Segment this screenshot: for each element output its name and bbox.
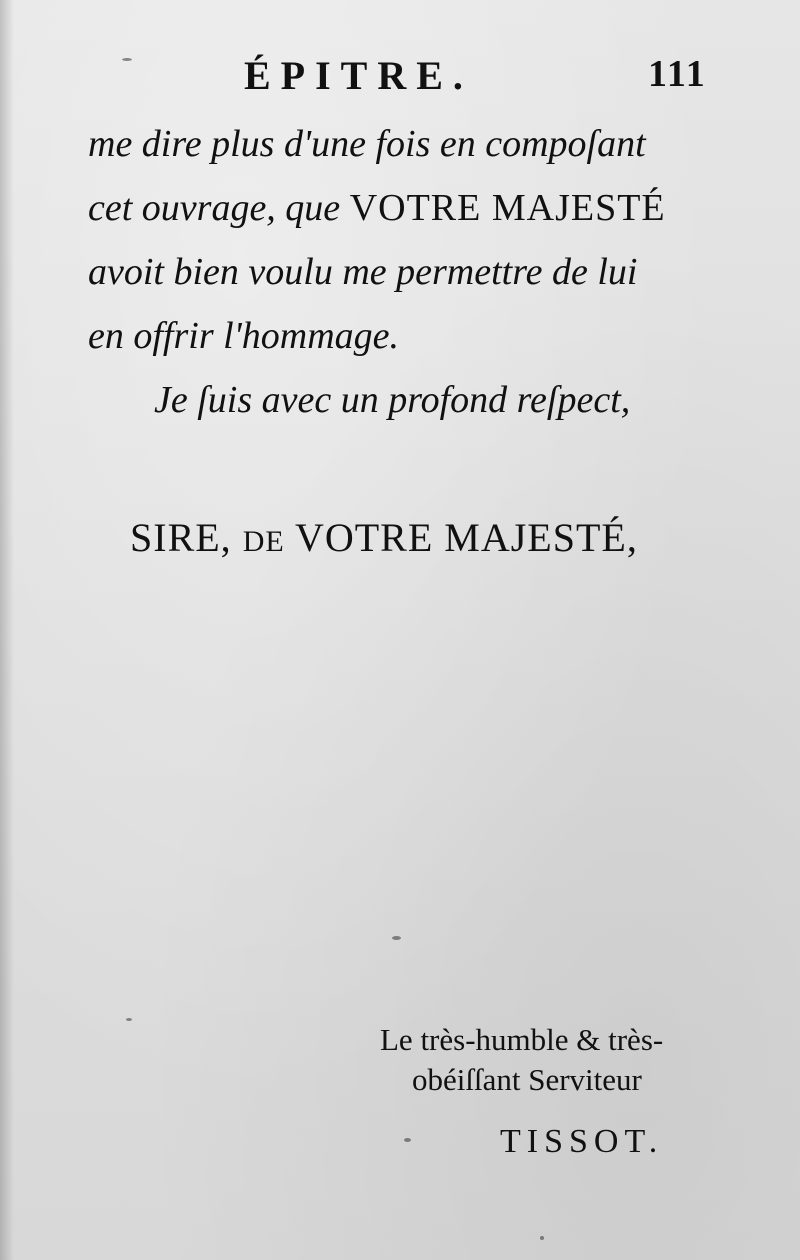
majesty-caps: VOTRE MAJESTÉ: [349, 187, 666, 229]
ink-speck: [404, 1138, 411, 1142]
text-segment: cet ouvrage, que: [88, 187, 350, 229]
text-line: [88, 176, 728, 240]
signatory-name: TISSOT.: [500, 1123, 664, 1160]
ink-speck: [392, 936, 401, 940]
salutation-majesty: VOTRE MAJESTÉ,: [294, 515, 638, 560]
text-line: me dire plus d'une fois en compoſant: [88, 123, 646, 165]
signature-block: [380, 1020, 780, 1162]
signature-line: Le très-humble & très-: [380, 1022, 664, 1057]
signature-line: obéiſſant Serviteur: [412, 1062, 642, 1097]
salutation: [130, 514, 638, 561]
page-header: [0, 52, 800, 102]
ink-speck: [126, 1018, 132, 1021]
page-number: 111: [648, 53, 707, 95]
text-line: avoit bien voulu me permettre de lui: [88, 251, 638, 293]
epistle-text: [88, 112, 728, 432]
text-line: Je ſuis avec un profond reſpect,: [154, 379, 631, 421]
text-line: en offrir l'hommage.: [88, 315, 400, 357]
salutation-sire: SIRE,: [130, 515, 232, 560]
ink-speck: [122, 58, 132, 61]
ink-speck: [540, 1236, 544, 1240]
salutation-de: DE: [242, 525, 285, 558]
running-title: ÉPITRE.: [244, 53, 473, 98]
